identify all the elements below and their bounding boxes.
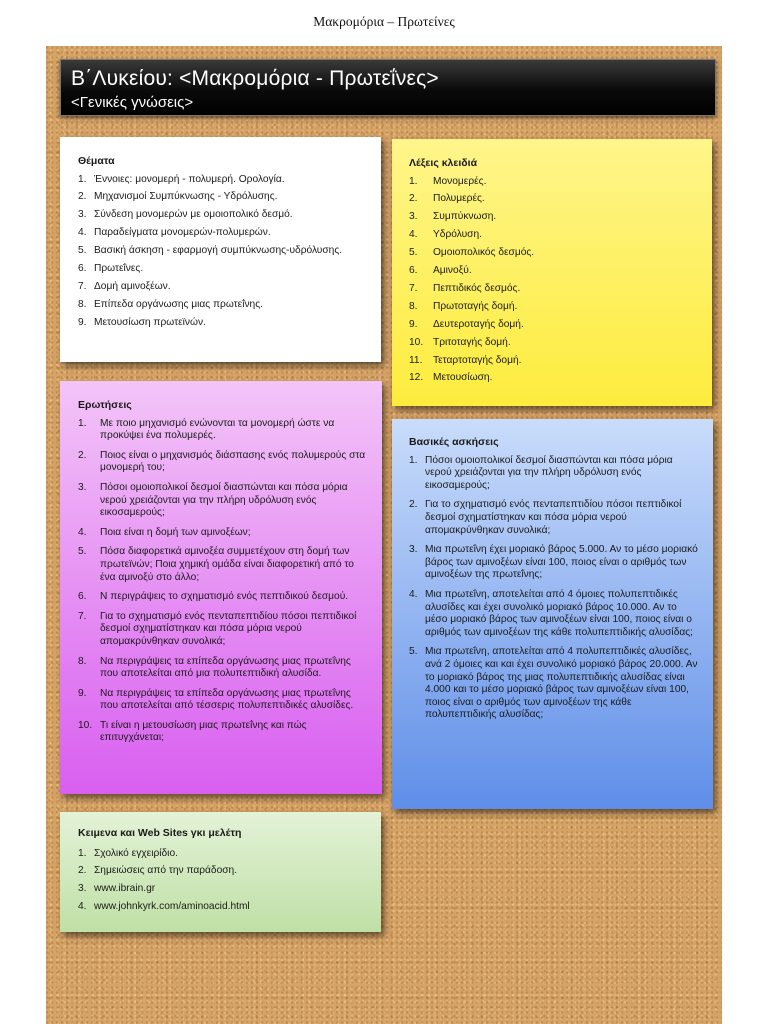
item-number: 5. <box>409 247 418 259</box>
list-item <box>409 372 694 385</box>
item-text: Τεταρτοταγής δομή. <box>433 354 522 366</box>
list-item <box>78 450 368 475</box>
item-number: 6. <box>78 591 87 603</box>
item-number: 5. <box>409 646 418 658</box>
list-item <box>409 355 694 368</box>
item-text: Για το σχηματισμό ενός πενταπεπτιδίου πόσοι πεπτιδικοί δεσμοί σχηματίστηκαν και πόσα μόρια νερού απομακρύνθηκαν συνολικά; <box>425 499 682 536</box>
list-item <box>78 263 363 276</box>
item-text: Μια πρωτεΐνη, αποτελείται από 4 πολυπεπτιδικές αλυσίδες, ανά 2 όμοιες και και έχει συνολικό μοριακό βάρος 20.000. Αν το μοριακό βάρος της μιας πολυπεπτιδικής αλυσίδας είναι 4.000 και το μέσο μοριακό βάρος των αμινοξέων είναι 100, ποιος είναι ο αριθμός των αμινοξέων της κάθε πολυπεπτιδικής αλυσίδας; <box>425 646 698 721</box>
item-text: Μονομερές. <box>433 175 487 187</box>
item-text: Επίπεδα οργάνωσης μιας πρωτεΐνης. <box>94 298 263 310</box>
item-number: 3. <box>78 481 87 493</box>
list-item <box>409 319 694 332</box>
item-text: Δομή αμινοξέων. <box>94 280 171 292</box>
list-item <box>78 865 363 878</box>
list-item <box>409 211 694 224</box>
item-number: 7. <box>78 610 87 622</box>
item-number: 4. <box>78 526 87 538</box>
item-text: Μια πρωτεΐνη έχει μοριακό βάρος 5.000. Αν το μέσο μοριακό βάρος των αμινοξέων είναι 100, ποιος είναι ο αριθμός των αμινοξέων της πρωτεΐνης; <box>425 544 698 581</box>
item-number: 4. <box>409 229 418 241</box>
list-item <box>78 482 368 520</box>
item-number: 9. <box>78 687 87 699</box>
questions-list <box>78 418 368 745</box>
item-text: Συμπύκνωση. <box>433 211 497 223</box>
item-text: Υδρόλυση. <box>433 229 482 241</box>
list-item <box>409 301 694 314</box>
list-item <box>78 546 368 584</box>
item-number: 6. <box>409 265 418 277</box>
item-text: Πολυμερές. <box>433 193 485 205</box>
banner-subtitle: <Γενικές γνώσεις> <box>71 94 194 111</box>
item-text: Ν περιγράψεις το σχηματισμό ενός πεπτιδικού δεσμού. <box>100 591 349 603</box>
item-number: 3. <box>78 209 87 221</box>
exercises-card <box>392 419 713 809</box>
list-item <box>409 499 699 537</box>
list-item <box>78 209 363 222</box>
list-item <box>78 174 363 187</box>
list-item <box>409 646 699 722</box>
list-item <box>78 299 363 312</box>
item-text: Πρωτοταγής δομή. <box>433 300 518 312</box>
list-item <box>78 418 368 443</box>
list-item <box>78 848 363 861</box>
item-text: Τι είναι η μετουσίωση μιας πρωτεΐνης και πώς επιτυγχάνεται; <box>100 719 307 744</box>
item-text: Τριτοταγής δομή. <box>433 336 511 348</box>
keywords-heading: Λέξεις κλειδιά <box>409 157 478 169</box>
item-number: 3. <box>409 211 418 223</box>
list-item <box>409 455 699 493</box>
item-number: 2. <box>78 449 87 461</box>
list-item <box>78 901 363 914</box>
item-text: Σύνδεση μονομερών με ομοιοπολικό δεσμό. <box>94 209 293 221</box>
topics-heading: Θέματα <box>78 155 115 167</box>
list-item <box>78 191 363 204</box>
item-text: Πόσοι ομοιοπολικοί δεσμοί διασπώνται και πόσα μόρια νερού χρειάζονται για την πλήρη υδρόλυση ενός εικοσαμερούς; <box>100 481 348 519</box>
topics-list <box>78 174 363 330</box>
item-text: Μετουσίωση. <box>433 372 493 384</box>
questions-heading: Ερωτήσεις <box>78 399 132 411</box>
item-number: 1. <box>78 173 87 185</box>
list-item <box>409 193 694 206</box>
list-item <box>78 245 363 258</box>
item-text: Σημειώσεις από την παράδοση. <box>94 865 238 877</box>
item-number: 9. <box>409 318 418 330</box>
item-number: 1. <box>409 175 418 187</box>
questions-card <box>60 381 382 794</box>
item-number: 2. <box>409 193 418 205</box>
item-text: Έννοιες: μονομερή - πολυμερή. Ορολογία. <box>94 173 285 185</box>
item-text: Παραδείγματα μονομερών-πολυμερών. <box>94 227 271 239</box>
item-text: Αμινοξύ. <box>433 265 472 277</box>
item-number: 4. <box>78 227 87 239</box>
list-item <box>409 337 694 350</box>
item-text: Πόσοι ομοιοπολικοί δεσμοί διασπώνται και πόσα μόρια νερού χρειάζονται για την πλήρη υδρόλυση ενός εικοσαμερούς; <box>425 454 673 491</box>
item-text: Μηχανισμοί Συμπύκνωσης - Υδρόλυσης. <box>94 191 278 203</box>
item-number: 9. <box>78 316 87 328</box>
item-text: Μετουσίωση πρωτεϊνών. <box>94 316 206 328</box>
keywords-card <box>392 139 712 406</box>
list-item <box>78 611 368 649</box>
list-item <box>78 227 363 240</box>
resources-heading: Κειμενα και Web Sites γκι μελέτη <box>78 827 242 839</box>
exercises-list <box>409 455 699 722</box>
list-item <box>78 883 363 896</box>
list-item <box>409 265 694 278</box>
list-item <box>78 317 363 330</box>
item-text: Ομοιοπολικός δεσμός. <box>433 247 535 259</box>
list-item <box>78 688 368 713</box>
item-text: Να περιγράψεις τα επίπεδα οργάνωσης μιας πρωτεΐνης που αποτελείται από μια πολυπεπτιδική αλυσίδα. <box>100 655 351 680</box>
item-number: 7. <box>409 282 418 294</box>
item-text: Πρωτεΐνες. <box>94 263 144 275</box>
list-item <box>409 229 694 242</box>
item-number: 2. <box>78 191 87 203</box>
resource-link[interactable]: www.johnkyrk.com/aminoacid.html <box>94 901 250 913</box>
list-item <box>409 589 699 639</box>
list-item <box>409 176 694 189</box>
item-text: Σχολικό εγχειρίδιο. <box>94 847 178 859</box>
item-number: 1. <box>78 417 87 429</box>
item-text: Με ποιο μηχανισμό ενώνονται τα μονομερή ώστε να προκύψει ένα πολυμερές. <box>100 417 335 442</box>
banner-title: Β΄Λυκείου: <Μακρομόρια - Πρωτεΐνες> <box>71 67 439 90</box>
item-number: 2. <box>409 499 418 511</box>
list-item <box>78 281 363 294</box>
list-item <box>409 283 694 296</box>
page-title: Μακρομόρια – Πρωτείνες <box>313 14 455 29</box>
list-item <box>78 527 368 540</box>
item-number: 10. <box>78 719 93 731</box>
item-text: Μια πρωτεΐνη, αποτελείται από 4 όμοιες πολυπεπτιδικές αλυσίδες και έχει συνολικό μοριακό βάρος 10.000. Αν το μέσο μοριακό βάρος των αμινοξέων είναι 100, ποιος είναι ο αριθμός των αμινοξέων της κάθε πολυπεπτιδικής αλυσίδας; <box>425 588 693 638</box>
item-text: Να περιγράψεις τα επίπεδα οργάνωσης μιας πρωτεΐνης που αποτελείται από τέσσερις πολυπεπτιδικές αλυσίδες. <box>100 687 354 712</box>
topics-card <box>60 137 381 362</box>
exercises-heading: Βασικές ασκήσεις <box>409 436 499 448</box>
item-text: Για το σχηματισμό ενός πενταπεπτιδίου πόσοι πεπτιδικοί δεσμοί σχηματίστηκαν και πόσα μόρια νερού απομακρύνθηκαν συνολικά; <box>100 610 357 647</box>
item-number: 4. <box>409 588 418 600</box>
item-number: 3. <box>78 883 87 895</box>
item-number: 6. <box>78 263 87 275</box>
item-number: 5. <box>78 546 87 558</box>
list-item <box>78 720 368 745</box>
keywords-list <box>409 176 694 385</box>
item-text: Δευτεροταγής δομή. <box>433 318 524 330</box>
resources-list <box>78 848 363 914</box>
list-item <box>78 656 368 681</box>
resource-link[interactable]: www.ibrain.gr <box>94 883 156 895</box>
item-number: 8. <box>78 298 87 310</box>
item-text: Ποιος είναι ο μηχανισμός διάσπασης ενός πολυμερούς στα μονομερή του; <box>100 449 366 474</box>
item-number: 4. <box>78 901 87 913</box>
resources-card <box>60 812 381 932</box>
item-number: 3. <box>409 544 418 556</box>
item-number: 8. <box>78 655 87 667</box>
list-item <box>409 544 699 582</box>
item-text: Πόσα διαφορετικά αμινοξέα συμμετέχουν στη δομή των πρωτεϊνών; Ποια χημική ομάδα είναι διαφορετική από το ένα αμινοξύ στο άλλο; <box>100 546 354 583</box>
item-number: 1. <box>409 454 418 466</box>
item-number: 2. <box>78 865 87 877</box>
item-text: Ποια είναι η δομή των αμινοξέων; <box>100 526 251 538</box>
item-number: 11. <box>409 354 423 366</box>
title-banner <box>60 59 716 116</box>
item-text: Πεπτιδικός δεσμός. <box>433 282 521 294</box>
item-text: Βασική άσκηση - εφαρμογή συμπύκνωσης-υδρόλυσης. <box>94 245 343 257</box>
item-number: 7. <box>78 280 87 292</box>
item-number: 5. <box>78 245 87 257</box>
list-item <box>78 591 368 604</box>
item-number: 12. <box>409 372 424 384</box>
item-number: 1. <box>78 847 87 859</box>
item-number: 10. <box>409 336 424 348</box>
list-item <box>409 247 694 260</box>
item-number: 8. <box>409 300 418 312</box>
